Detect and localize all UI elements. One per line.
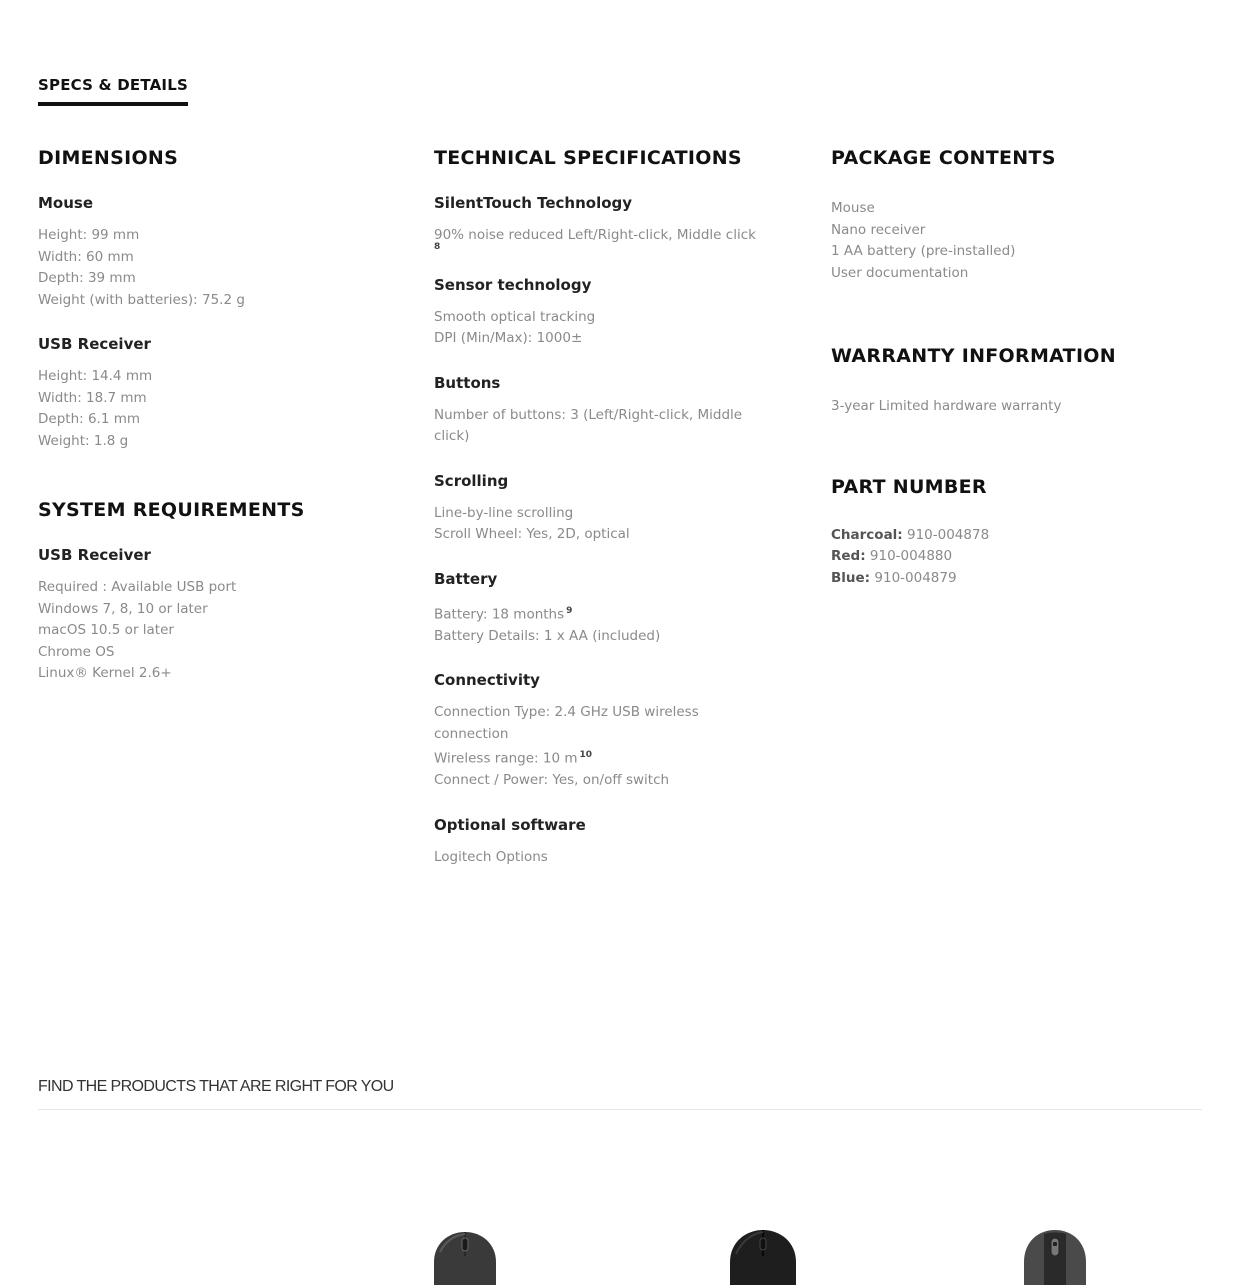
- system-receiver-block: [38, 545, 398, 685]
- battery-title: Battery: [434, 569, 498, 588]
- package-item: Nano receiver: [831, 221, 926, 238]
- footnote-link[interactable]: 8: [434, 241, 441, 252]
- spec-line: Required : Available USB port: [38, 579, 237, 595]
- part-number-item: [831, 568, 1191, 590]
- technical-title: TECHNICAL SPECIFICATIONS: [434, 147, 742, 169]
- package-list: [831, 198, 1191, 284]
- scrolling-title: Scrolling: [434, 471, 509, 490]
- spec-line: Weight: 1.8 g: [38, 432, 129, 449]
- spec-line: [434, 745, 794, 770]
- divider: [38, 1109, 1202, 1110]
- spec-line: DPI (Min/Max): 1000±: [434, 330, 583, 346]
- footnote-link[interactable]: 10: [579, 750, 593, 760]
- product-card-1[interactable]: [430, 1228, 500, 1285]
- part-number-title: PART NUMBER: [831, 475, 987, 498]
- buttons-title: Buttons: [434, 373, 501, 392]
- part-number-value: 910-004880: [865, 548, 953, 564]
- product-card-3[interactable]: [1020, 1228, 1090, 1285]
- tab-specs-details[interactable]: SPECS & DETAILS: [38, 76, 188, 106]
- battery-block: [434, 569, 794, 648]
- spec-line: connection: [434, 725, 509, 742]
- spec-line: macOS 10.5 or later: [38, 622, 174, 638]
- part-number-item: [831, 546, 1191, 568]
- receiver-dimensions-title: USB Receiver: [38, 335, 151, 353]
- spec-line: Linux® Kernel 2.6+: [38, 665, 172, 681]
- spec-line: Width: 60 mm: [38, 248, 134, 265]
- part-color-label: Red:: [831, 548, 866, 564]
- package-item: 1 AA battery (pre-installed): [831, 243, 1016, 259]
- spec-line: Windows 7, 8, 10 or later: [38, 600, 208, 617]
- spec-line: Connect / Power: Yes, on/off switch: [434, 772, 670, 788]
- part-number-value: 910-004879: [870, 569, 957, 586]
- spec-line: Depth: 39 mm: [38, 270, 136, 286]
- spec-line: Chrome OS: [38, 643, 115, 660]
- system-receiver-title: USB Receiver: [38, 546, 151, 564]
- product-card-2[interactable]: [728, 1228, 798, 1285]
- scrolling-block: [434, 471, 794, 546]
- spec-line: Scroll Wheel: Yes, 2D, optical: [434, 526, 630, 542]
- spec-line: Height: 14.4 mm: [38, 368, 153, 384]
- spec-line: 90% noise reduced Left/Right-click, Middle click: [434, 227, 756, 243]
- receiver-dimensions-block: [38, 334, 398, 452]
- spec-line: Depth: 6.1 mm: [38, 411, 141, 427]
- spec-line: click): [434, 428, 470, 444]
- software-block: [434, 815, 794, 869]
- sensor-block: [434, 275, 794, 350]
- column-technical: [434, 146, 794, 868]
- package-item: Mouse: [831, 200, 875, 216]
- spec-line: Battery Details: 1 x AA (included): [434, 627, 661, 644]
- find-products-title: FIND THE PRODUCTS THAT ARE RIGHT FOR YOU: [38, 1078, 394, 1095]
- part-number-list: [831, 525, 1191, 590]
- connectivity-block: [434, 670, 794, 792]
- column-dimensions: [38, 146, 398, 685]
- silenttouch-block: [434, 193, 794, 252]
- mouse-dimensions-block: [38, 193, 398, 311]
- part-color-label: Charcoal:: [831, 526, 903, 543]
- spec-line: Logitech Options: [434, 848, 548, 865]
- package-title: PACKAGE CONTENTS: [831, 147, 1056, 169]
- silenttouch-title: SilentTouch Technology: [434, 194, 633, 212]
- footnote-link[interactable]: 9: [566, 605, 573, 616]
- sensor-title: Sensor technology: [434, 275, 592, 294]
- spec-line: Width: 18.7 mm: [38, 389, 147, 406]
- spec-line: Connection Type: 2.4 GHz USB wireless: [434, 704, 699, 720]
- warranty-title: WARRANTY INFORMATION: [831, 345, 1116, 367]
- spec-line: Line-by-line scrolling: [434, 504, 574, 521]
- spec-line: Number of buttons: 3 (Left/Right-click, Middle: [434, 406, 743, 423]
- mouse-icon: [430, 1228, 500, 1285]
- warranty-list: [831, 396, 1191, 418]
- warranty-item: 3-year Limited hardware warranty: [831, 398, 1062, 414]
- connectivity-title: Connectivity: [434, 671, 540, 689]
- wireless-range-text: Wireless range: 10 m: [434, 750, 578, 767]
- buttons-block: [434, 373, 794, 448]
- mouse-icon: [728, 1228, 798, 1285]
- spec-line: Weight (with batteries): 75.2 g: [38, 291, 245, 308]
- dimensions-title: DIMENSIONS: [38, 147, 179, 169]
- part-number-item: [831, 525, 1191, 547]
- column-package: [831, 146, 1191, 589]
- part-color-label: Blue:: [831, 569, 871, 586]
- mouse-icon: [1020, 1228, 1090, 1285]
- package-item: User documentation: [831, 264, 969, 281]
- software-title: Optional software: [434, 815, 586, 834]
- tab-bar: [38, 75, 188, 106]
- mouse-dimensions-title: Mouse: [38, 194, 94, 212]
- spec-line: [434, 601, 794, 626]
- spec-line: Smooth optical tracking: [434, 308, 596, 325]
- battery-life-text: Battery: 18 months: [434, 606, 565, 622]
- spec-line: Height: 99 mm: [38, 227, 140, 243]
- system-requirements-title: SYSTEM REQUIREMENTS: [38, 499, 305, 521]
- part-number-value: 910-004878: [902, 526, 990, 543]
